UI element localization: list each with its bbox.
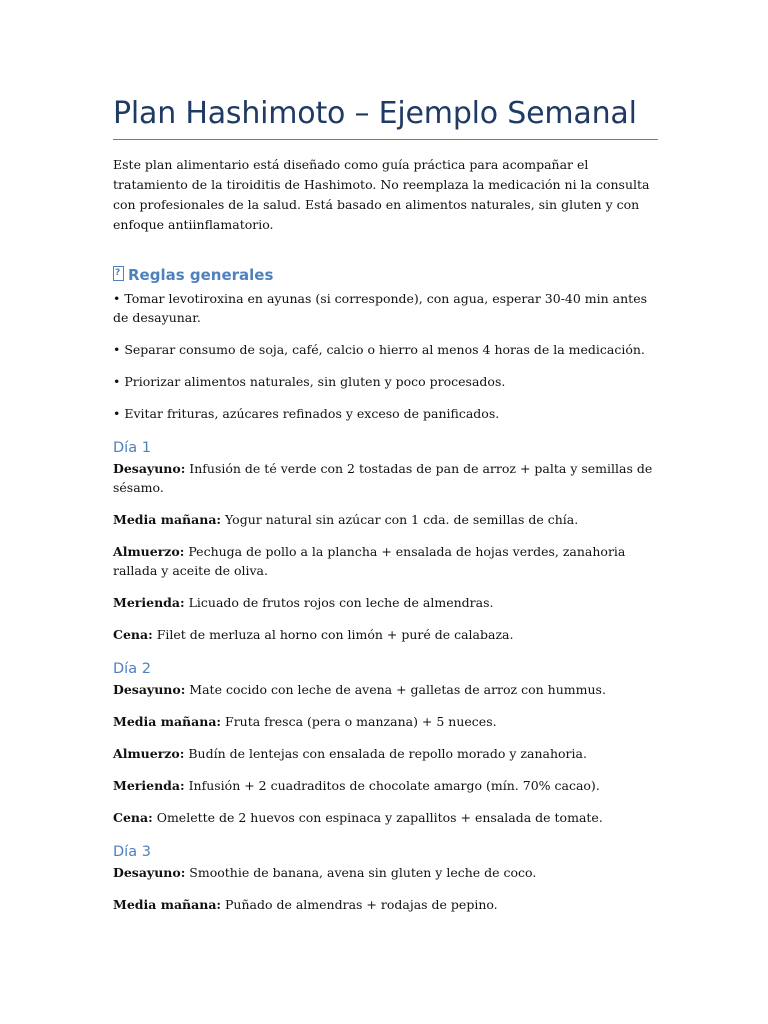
- meal-label: Media mañana:: [113, 897, 222, 912]
- meal-label: Almuerzo:: [113, 746, 185, 761]
- meal-text: Budín de lentejas con ensalada de repollo morado y zanahoria.: [184, 746, 587, 761]
- meal-almuerzo: [113, 744, 658, 763]
- meal-desayuno: [113, 680, 658, 699]
- meal-label: Merienda:: [113, 595, 185, 610]
- meal-text: Mate cocido con leche de avena + galletas de arroz con hummus.: [185, 682, 606, 697]
- meal-cena: [113, 625, 658, 644]
- meal-desayuno: [113, 863, 658, 882]
- meal-text: Omelette de 2 huevos con espinaca y zapallitos + ensalada de tomate.: [152, 810, 603, 825]
- meal-media-manana: [113, 510, 658, 529]
- meal-text: Yogur natural sin azúcar con 1 cda. de semillas de chía.: [221, 512, 579, 527]
- meal-text: Smoothie de banana, avena sin gluten y leche de coco.: [185, 865, 537, 880]
- meal-label: Media mañana:: [113, 714, 222, 729]
- meal-text: Licuado de frutos rojos con leche de almendras.: [184, 595, 494, 610]
- missing-glyph-icon: ?: [113, 266, 124, 281]
- rule-item: • Separar consumo de soja, café, calcio o hierro al menos 4 horas de la medicación.: [113, 342, 645, 357]
- day-3-section: [113, 843, 658, 914]
- rules-heading: [113, 265, 658, 285]
- meal-label: Merienda:: [113, 778, 185, 793]
- meal-label: Desayuno:: [113, 865, 186, 880]
- meal-text: Filet de merluza al horno con limón + puré de calabaza.: [152, 627, 514, 642]
- day-2-heading: Día 2: [113, 661, 151, 677]
- meal-cena: [113, 808, 658, 827]
- meal-almuerzo: [113, 542, 658, 580]
- day-1-heading: Día 1: [113, 440, 151, 456]
- meal-text: Pechuga de pollo a la plancha + ensalada de hojas verdes, zanahoria rallada y aceite de oliva.: [113, 544, 626, 578]
- meal-desayuno: [113, 459, 658, 497]
- meal-text: Infusión de té verde con 2 tostadas de pan de arroz + palta y semillas de sésamo.: [113, 461, 653, 495]
- page-title: Plan Hashimoto – Ejemplo Semanal: [113, 96, 658, 140]
- rule-item: • Tomar levotiroxina en ayunas (si corresponde), con agua, esperar 30-40 min antes de desayunar.: [113, 291, 648, 325]
- rule-item: • Priorizar alimentos naturales, sin gluten y poco procesados.: [113, 374, 506, 389]
- rule-item: • Evitar frituras, azúcares refinados y exceso de panificados.: [113, 406, 500, 421]
- meal-media-manana: [113, 712, 658, 731]
- day-2-section: [113, 660, 658, 827]
- rules-heading-text: Reglas generales: [128, 266, 274, 284]
- meal-merienda: [113, 776, 658, 795]
- meal-label: Cena:: [113, 810, 153, 825]
- meal-label: Cena:: [113, 627, 153, 642]
- meal-text: Infusión + 2 cuadraditos de chocolate amargo (mín. 70% cacao).: [184, 778, 600, 793]
- day-3-heading: Día 3: [113, 844, 151, 860]
- meal-label: Desayuno:: [113, 461, 186, 476]
- meal-text: Fruta fresca (pera o manzana) + 5 nueces.: [221, 714, 497, 729]
- meal-merienda: [113, 593, 658, 612]
- meal-label: Media mañana:: [113, 512, 222, 527]
- meal-label: Almuerzo:: [113, 544, 185, 559]
- day-1-section: [113, 439, 658, 644]
- meal-text: Puñado de almendras + rodajas de pepino.: [221, 897, 498, 912]
- document-body: [113, 96, 658, 927]
- meal-media-manana: [113, 895, 658, 914]
- intro-paragraph: Este plan alimentario está diseñado como guía práctica para acompañar el tratamiento de la tiroiditis de Hashimoto. No reemplaza la medicación ni la consulta con profesionales de la salud. Está basado en alimentos naturales, sin gluten y con enfoque antiinflamatorio.: [113, 157, 650, 232]
- meal-label: Desayuno:: [113, 682, 186, 697]
